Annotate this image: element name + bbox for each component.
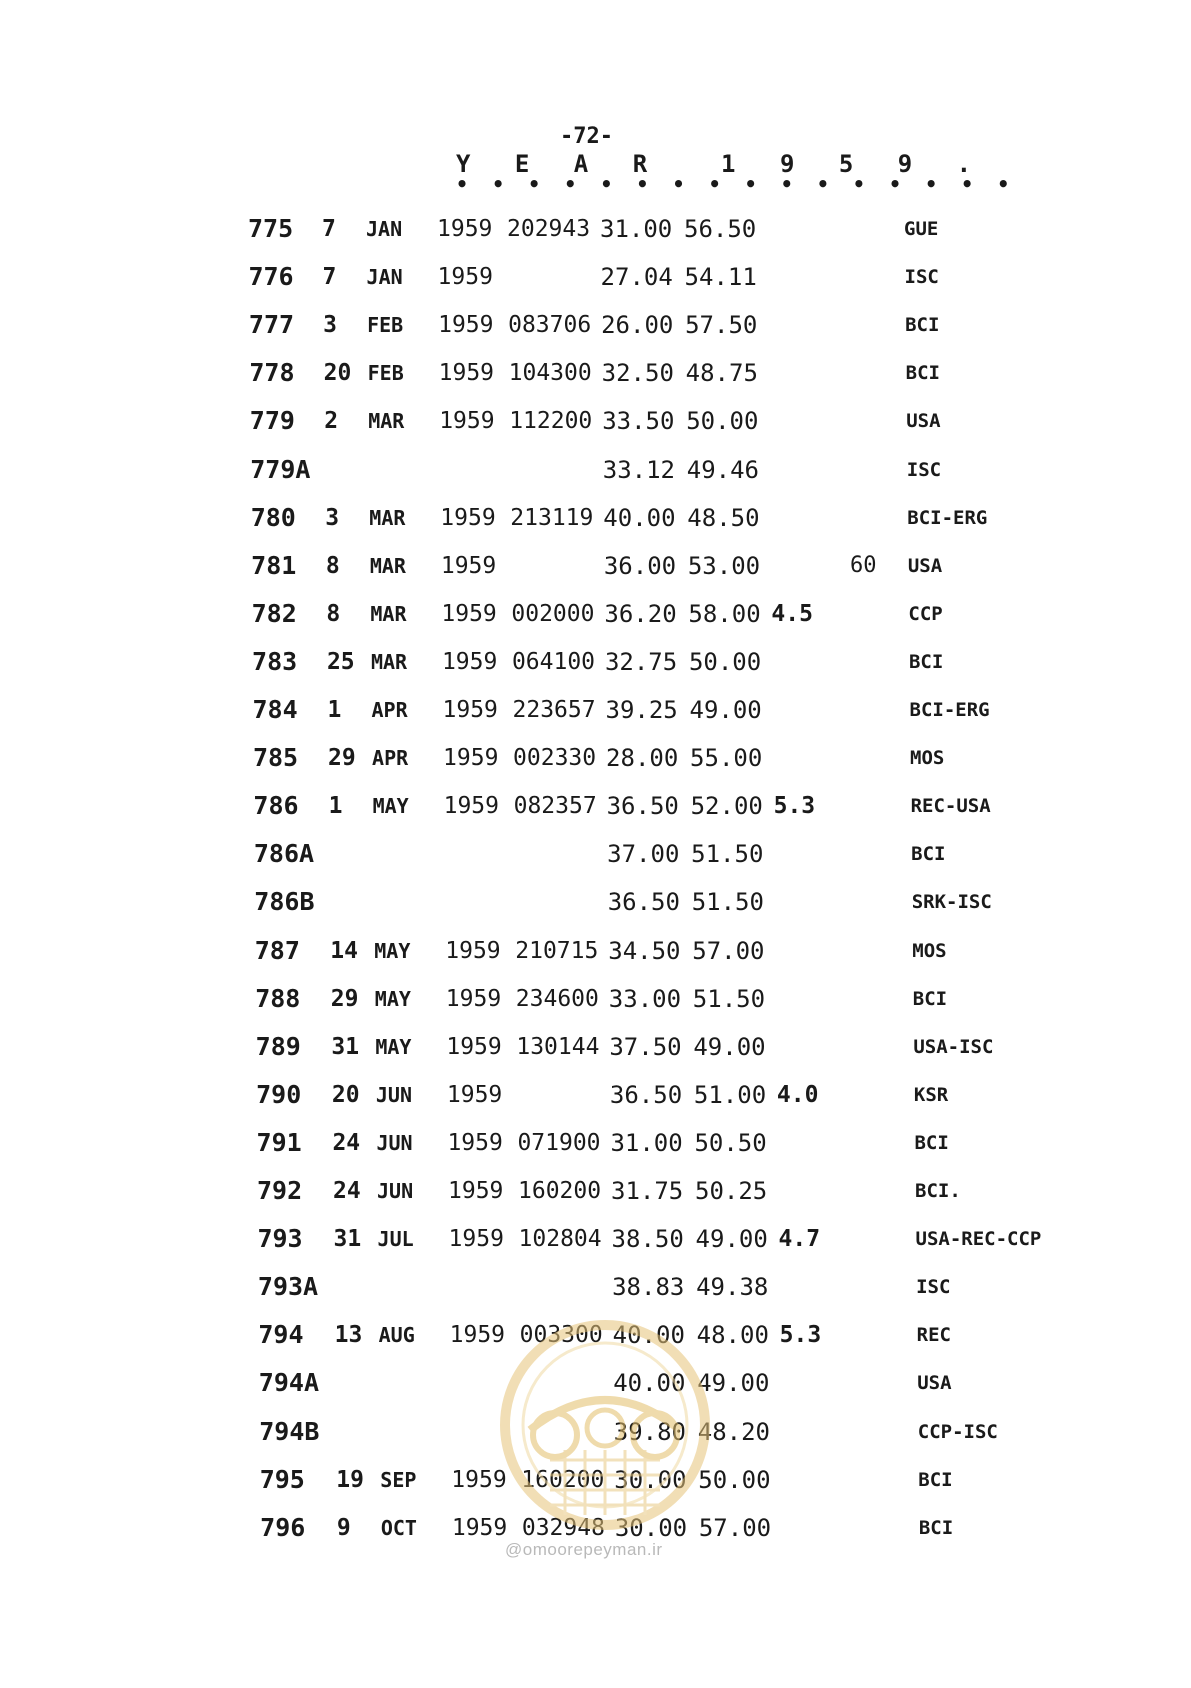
month: MAY xyxy=(372,794,409,819)
latitude: 36.50 xyxy=(609,1080,683,1109)
month: MAR xyxy=(369,553,406,578)
event-number: 785 xyxy=(252,743,299,773)
longitude: 56.50 xyxy=(684,215,757,243)
table-row xyxy=(0,1272,1191,1312)
latitude: 37.50 xyxy=(609,1032,682,1061)
month: MAR xyxy=(368,409,405,434)
day: 29 xyxy=(330,985,359,1012)
longitude: 48.00 xyxy=(696,1321,769,1350)
event-number: 787 xyxy=(254,935,300,965)
year: 1959 xyxy=(445,985,502,1012)
month: FEB xyxy=(367,313,404,338)
latitude: 31.00 xyxy=(600,215,673,243)
dotted-rule: • • • • • • • • • • • • • • • • xyxy=(456,172,1016,196)
day: 20 xyxy=(331,1081,360,1108)
source-agency: BCI xyxy=(905,362,940,385)
latitude: 34.50 xyxy=(608,936,681,965)
source-agency: ISC xyxy=(904,266,939,289)
source-agency: GUE xyxy=(904,218,939,240)
event-number: 775 xyxy=(248,214,294,243)
day: 3 xyxy=(323,312,337,339)
table-row xyxy=(0,743,1191,783)
latitude: 38.83 xyxy=(612,1273,685,1302)
table-row xyxy=(0,214,1191,254)
origin-time: 234600 xyxy=(515,985,599,1012)
month: MAR xyxy=(370,601,407,626)
latitude: 36.00 xyxy=(603,551,677,580)
source-agency: BCI xyxy=(918,1468,953,1491)
table-row xyxy=(0,262,1191,302)
table-row xyxy=(0,406,1191,446)
source-agency: BCI. xyxy=(915,1180,961,1202)
latitude: 33.00 xyxy=(608,984,682,1013)
event-number: 795 xyxy=(259,1464,305,1494)
year: 1959 xyxy=(446,1033,502,1060)
magnitude: 4.5 xyxy=(771,600,813,627)
year: 1959 xyxy=(441,600,497,627)
event-number: 794 xyxy=(258,1320,304,1350)
month: MAY xyxy=(374,986,411,1011)
table-row xyxy=(0,936,1191,976)
event-number: 778 xyxy=(249,358,295,388)
longitude: 53.00 xyxy=(687,551,761,580)
year: 1959 xyxy=(447,1129,503,1156)
day: 14 xyxy=(330,937,358,964)
longitude: 50.50 xyxy=(694,1128,767,1157)
longitude: 51.00 xyxy=(693,1080,767,1109)
longitude: 50.00 xyxy=(686,407,759,436)
longitude: 49.00 xyxy=(689,696,762,724)
day: 2 xyxy=(324,408,339,435)
latitude: 39.25 xyxy=(605,696,678,724)
latitude: 32.50 xyxy=(601,359,674,388)
source-agency: BCI xyxy=(908,650,944,673)
table-row xyxy=(0,503,1191,543)
source-agency: CCP-ISC xyxy=(917,1420,998,1443)
magnitude: 4.0 xyxy=(776,1081,819,1108)
origin-time: 064100 xyxy=(511,648,596,675)
origin-time: 112200 xyxy=(509,408,593,435)
latitude: 36.50 xyxy=(606,792,679,821)
latitude: 40.00 xyxy=(603,503,676,532)
day: 3 xyxy=(325,504,340,531)
depth: 60 xyxy=(850,552,877,578)
month: APR xyxy=(371,698,408,722)
latitude: 31.00 xyxy=(610,1128,683,1157)
day: 25 xyxy=(326,648,355,675)
longitude: 48.50 xyxy=(687,503,760,532)
month: JUN xyxy=(377,1179,414,1203)
year: 1959 xyxy=(448,1178,504,1204)
longitude: 51.50 xyxy=(692,984,766,1013)
year: 1959 xyxy=(442,697,498,723)
origin-time: 071900 xyxy=(517,1129,601,1156)
event-number: 782 xyxy=(251,598,297,628)
source-agency: USA xyxy=(917,1372,952,1395)
table-row xyxy=(0,455,1191,495)
origin-time: 003300 xyxy=(519,1322,603,1349)
latitude: 39.80 xyxy=(613,1417,686,1446)
year: 1959 xyxy=(441,648,498,675)
page-number: -72- xyxy=(560,124,613,149)
year: 1959 xyxy=(437,216,493,242)
watermark-text: @omoorepeyman.ir xyxy=(505,1540,663,1559)
latitude: 38.50 xyxy=(611,1225,684,1254)
event-number: 786 xyxy=(253,791,299,821)
month: JUN xyxy=(375,1082,413,1107)
source-agency: BCI xyxy=(918,1516,954,1539)
event-number: 794B xyxy=(259,1416,320,1446)
year: 1959 xyxy=(438,360,495,387)
magnitude: 4.7 xyxy=(778,1226,821,1253)
day: 24 xyxy=(333,1178,361,1204)
event-number: 783 xyxy=(252,646,298,676)
event-number: 779A xyxy=(250,454,311,484)
latitude: 30.00 xyxy=(614,1513,688,1542)
longitude: 50.00 xyxy=(688,647,762,676)
source-agency: BCI xyxy=(911,843,946,866)
latitude: 32.75 xyxy=(604,647,678,676)
year: 1959 xyxy=(437,264,493,291)
origin-time: 202943 xyxy=(507,216,591,242)
event-number: 781 xyxy=(251,550,297,580)
event-number: 777 xyxy=(248,310,295,340)
origin-time: 002330 xyxy=(513,745,597,772)
month: FEB xyxy=(367,361,404,386)
month: JAN xyxy=(366,217,403,241)
month: MAR xyxy=(369,505,406,530)
latitude: 36.50 xyxy=(607,888,680,917)
table-row xyxy=(0,887,1191,927)
day: 24 xyxy=(332,1129,361,1156)
source-agency: MOS xyxy=(910,747,945,770)
origin-time: 082357 xyxy=(513,793,597,820)
year-title: Y E A R 1 9 5 9 . xyxy=(456,150,987,178)
event-number: 788 xyxy=(255,983,301,1013)
longitude: 58.00 xyxy=(688,599,761,628)
month: MAR xyxy=(370,649,408,674)
latitude: 26.00 xyxy=(601,311,674,340)
year: 1959 xyxy=(440,504,496,531)
day: 31 xyxy=(333,1226,362,1253)
longitude: 57.00 xyxy=(698,1513,772,1542)
origin-time: 160200 xyxy=(518,1178,602,1204)
magnitude: 5.3 xyxy=(779,1322,822,1349)
year: 1959 xyxy=(451,1466,507,1493)
longitude: 50.00 xyxy=(698,1465,771,1494)
origin-time: 213119 xyxy=(510,504,594,531)
event-number: 790 xyxy=(256,1079,302,1109)
month: MAY xyxy=(374,938,411,963)
table-row xyxy=(0,1128,1191,1168)
source-agency: ISC xyxy=(916,1276,951,1299)
month: JUL xyxy=(377,1227,414,1252)
longitude: 48.20 xyxy=(697,1417,770,1446)
origin-time: 104300 xyxy=(508,360,592,387)
table-row xyxy=(0,551,1191,591)
origin-time: 102804 xyxy=(518,1226,602,1253)
year: 1959 xyxy=(438,312,494,339)
table-row xyxy=(0,984,1191,1024)
latitude: 33.12 xyxy=(602,455,675,484)
day: 19 xyxy=(336,1466,364,1493)
table-row xyxy=(0,599,1191,639)
longitude: 57.00 xyxy=(692,936,765,965)
day: 20 xyxy=(323,360,352,387)
longitude: 57.50 xyxy=(685,311,758,340)
source-agency: BCI-ERG xyxy=(909,699,990,721)
source-agency: USA-REC-CCP xyxy=(915,1228,1042,1251)
source-agency: BCI xyxy=(912,987,948,1010)
table-row xyxy=(0,1032,1191,1072)
year: 1959 xyxy=(446,1081,503,1108)
longitude: 52.00 xyxy=(690,792,763,821)
latitude: 30.00 xyxy=(614,1465,687,1494)
table-row xyxy=(0,358,1191,398)
event-number: 789 xyxy=(255,1031,301,1061)
source-agency: KSR xyxy=(913,1083,949,1106)
latitude: 37.00 xyxy=(607,840,680,869)
year: 1959 xyxy=(451,1514,508,1541)
event-number: 794A xyxy=(258,1368,320,1398)
origin-time: 083706 xyxy=(508,312,592,339)
source-agency: ISC xyxy=(906,458,942,481)
year: 1959 xyxy=(445,937,501,964)
event-number: 793A xyxy=(257,1272,319,1302)
year: 1959 xyxy=(443,793,499,820)
event-number: 793 xyxy=(257,1224,303,1254)
longitude: 51.50 xyxy=(691,840,764,869)
day: 7 xyxy=(322,216,336,242)
latitude: 33.50 xyxy=(602,407,675,436)
longitude: 48.75 xyxy=(685,359,758,388)
table-row xyxy=(0,695,1191,735)
year: 1959 xyxy=(449,1322,506,1349)
longitude: 49.38 xyxy=(696,1273,769,1302)
table-row xyxy=(0,791,1191,831)
longitude: 49.00 xyxy=(697,1369,770,1398)
day: 31 xyxy=(331,1033,360,1060)
latitude: 28.00 xyxy=(606,744,679,773)
year: 1959 xyxy=(439,408,495,435)
origin-time: 032948 xyxy=(521,1514,605,1541)
month: APR xyxy=(372,746,409,771)
day: 7 xyxy=(322,264,337,291)
latitude: 27.04 xyxy=(600,263,673,292)
event-number: 796 xyxy=(260,1512,306,1542)
table-row xyxy=(0,839,1191,879)
origin-time: 223657 xyxy=(512,697,596,723)
source-agency: BCI xyxy=(914,1131,949,1154)
event-number: 776 xyxy=(248,262,294,292)
longitude: 49.00 xyxy=(693,1032,766,1061)
table-row xyxy=(0,647,1191,687)
table-row xyxy=(0,1176,1191,1216)
longitude: 50.25 xyxy=(695,1177,768,1205)
origin-time: 210715 xyxy=(515,937,599,964)
longitude: 51.50 xyxy=(691,888,764,917)
source-agency: BCI-ERG xyxy=(907,506,988,529)
year: 1959 xyxy=(440,552,497,579)
source-agency: MOS xyxy=(912,939,947,962)
source-agency: SRK-ISC xyxy=(911,891,992,914)
day: 1 xyxy=(327,697,342,723)
day: 8 xyxy=(325,552,340,579)
table-row xyxy=(0,310,1191,350)
day: 8 xyxy=(326,600,341,627)
magnitude: 5.3 xyxy=(773,793,816,820)
month: JAN xyxy=(366,265,403,290)
day: 9 xyxy=(336,1514,351,1541)
source-agency: CCP xyxy=(908,602,943,625)
month: MAY xyxy=(375,1034,412,1059)
latitude: 40.00 xyxy=(612,1321,685,1350)
source-agency: USA-ISC xyxy=(913,1035,994,1058)
event-number: 786A xyxy=(253,839,315,869)
source-agency: USA xyxy=(906,410,941,433)
event-number: 791 xyxy=(256,1127,302,1157)
source-agency: REC-USA xyxy=(910,795,991,818)
day: 1 xyxy=(328,793,343,820)
event-number: 780 xyxy=(250,502,296,532)
day: 29 xyxy=(328,745,356,772)
latitude: 40.00 xyxy=(613,1369,686,1398)
origin-time: 002000 xyxy=(511,600,595,627)
event-number: 779 xyxy=(249,406,295,436)
longitude: 49.46 xyxy=(686,455,759,484)
month: AUG xyxy=(378,1323,415,1348)
year: 1959 xyxy=(448,1226,504,1253)
latitude: 36.20 xyxy=(604,599,677,628)
latitude: 31.75 xyxy=(611,1177,684,1205)
origin-time: 160200 xyxy=(521,1466,605,1493)
event-number: 786B xyxy=(254,887,315,917)
event-number: 784 xyxy=(252,695,298,724)
source-agency: REC xyxy=(916,1324,951,1347)
table-row xyxy=(0,1080,1191,1120)
event-number: 792 xyxy=(257,1176,303,1205)
longitude: 54.11 xyxy=(684,263,757,292)
month: SEP xyxy=(380,1467,417,1492)
source-agency: BCI xyxy=(905,314,940,337)
longitude: 49.00 xyxy=(695,1225,768,1254)
day: 13 xyxy=(334,1322,363,1349)
month: OCT xyxy=(380,1515,417,1540)
table-row xyxy=(0,1224,1191,1264)
origin-time: 130144 xyxy=(516,1033,600,1060)
watermark-logo xyxy=(490,1310,720,1540)
year: 1959 xyxy=(443,745,499,772)
source-agency: USA xyxy=(907,554,943,577)
longitude: 55.00 xyxy=(690,744,763,773)
month: JUN xyxy=(376,1130,413,1155)
